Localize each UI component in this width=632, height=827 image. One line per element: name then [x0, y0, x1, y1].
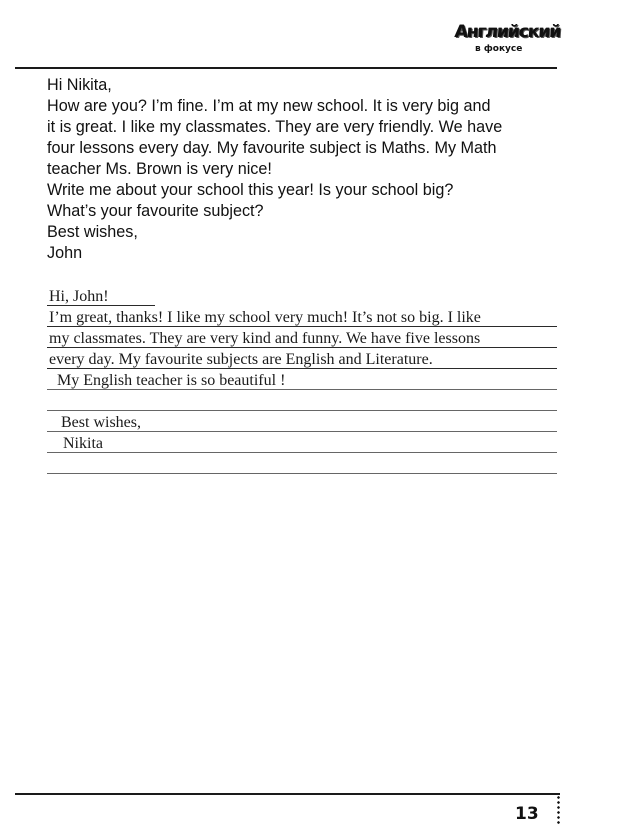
letter-line: Write me about your school this year! Is your school big?	[47, 181, 454, 199]
textbook-logo	[455, 22, 565, 62]
letter-line: it is great. I like my classmates. They are very friendly. We have	[47, 118, 503, 136]
reply-line[interactable]: my classmates. They are very kind and funny. We have five lessons	[47, 327, 557, 348]
header-divider	[15, 67, 557, 69]
letter-line: How are you? I’m fine. I’m at my new school. It is very big and	[47, 97, 491, 115]
logo-subtitle: в фокусе	[475, 44, 523, 54]
reply-greeting-line[interactable]: Hi, John!	[47, 285, 155, 306]
reply-blank-line[interactable]	[47, 390, 557, 411]
reply-line[interactable]: every day. My favourite subjects are English and Literature.	[47, 348, 557, 369]
john-letter	[47, 75, 567, 264]
letter-line: four lessons every day. My favourite subject is Maths. My Math	[47, 139, 497, 157]
reply-blank-line[interactable]	[47, 453, 557, 474]
logo-title: Английский	[454, 22, 562, 42]
page-number: 13	[515, 804, 539, 824]
reply-line[interactable]: My English teacher is so beautiful !	[47, 369, 557, 390]
letter-closing: Best wishes,	[47, 223, 138, 241]
letter-line: teacher Ms. Brown is very nice!	[47, 160, 272, 178]
letter-signature: John	[47, 244, 83, 262]
reply-signature-line[interactable]: Nikita	[47, 432, 557, 453]
footer-divider	[15, 793, 560, 795]
dotted-margin-marker	[557, 795, 560, 825]
letter-line: What’s your favourite subject?	[47, 202, 264, 220]
reply-writing-area[interactable]	[47, 285, 557, 474]
letter-greeting: Hi Nikita,	[47, 76, 112, 94]
reply-line[interactable]: I’m great, thanks! I like my school very much! It’s not so big. I like	[47, 306, 557, 327]
reply-closing-line[interactable]: Best wishes,	[47, 411, 557, 432]
